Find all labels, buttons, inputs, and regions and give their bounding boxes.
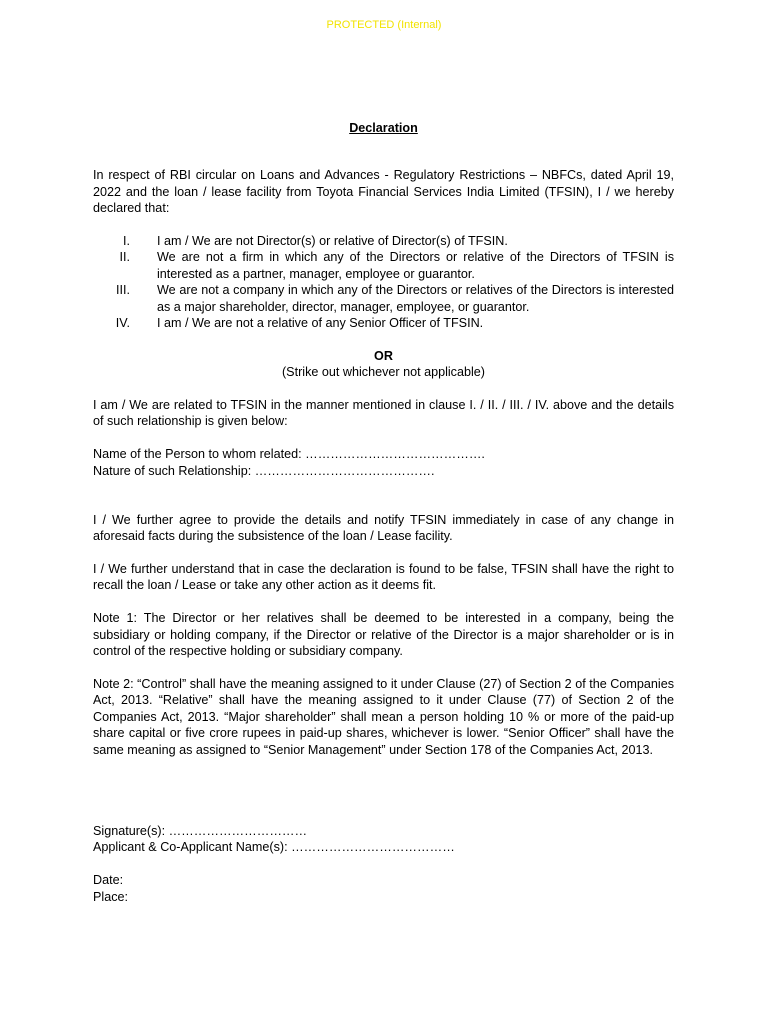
clause-text: We are not a company in which any of the Directors or relatives of the Directors is interested as a major shareholder, director, manager, employee, or guarantor. [157, 283, 674, 314]
clause-item [93, 315, 674, 331]
note-1: Note 1: The Director or her relatives shall be deemed to be interested in a company, being the subsidiary or holding company, if the Director or relative of the Director is a major shareholder or is in control of the respective holding or subsidiary company. [93, 611, 674, 659]
clause-item [93, 282, 674, 315]
document-title: Declaration [349, 121, 418, 135]
clause-text: I am / We are not a relative of any Senior Officer of TFSIN. [157, 316, 484, 331]
applicant-name-field: Applicant & Co-Applicant Name(s): ………………………………… [93, 840, 455, 855]
clause-item [93, 249, 674, 282]
related-paragraph: I am / We are related to TFSIN in the manner mentioned in clause I. / II. / III. / IV. above and the details of such relationship is given below: [93, 398, 674, 429]
place-field: Place: [93, 889, 129, 904]
clause-text: I am / We are not Director(s) or relative of Director(s) of TFSIN. [157, 234, 508, 249]
or-separator: OR [374, 348, 393, 363]
clause-number: II. [119, 250, 130, 265]
related-person-field: Name of the Person to whom related: ……………………………………. [93, 447, 485, 462]
clause-number: III. [116, 283, 130, 298]
signature-field: Signature(s): …………………………… [93, 823, 308, 838]
clause-number: IV. [115, 316, 130, 331]
intro-paragraph: In respect of RBI circular on Loans and Advances - Regulatory Restrictions – NBFCs, dated April 19, 2022 and the loan / lease facility from Toyota Financial Services India Limited (TFSIN), I / we hereby declared that: [93, 168, 674, 216]
date-field: Date: [93, 873, 124, 888]
clause-text: We are not a firm in which any of the Directors or relative of the Directors of TFSIN is interested as a partner, manager, employee or guarantor. [157, 250, 674, 281]
clause-list [93, 233, 674, 331]
agree-paragraph: I / We further agree to provide the details and notify TFSIN immediately in case of any change in aforesaid facts during the subsistence of the loan / Lease facility. [93, 512, 674, 544]
classification-label: PROTECTED (Internal) [326, 19, 442, 31]
declaration-document [93, 120, 674, 905]
strike-out-note: (Strike out whichever not applicable) [281, 365, 485, 380]
understand-paragraph: I / We further understand that in case the declaration is found to be false, TFSIN shall have the right to recall the loan / Lease or take any other action as it deems fit. [93, 562, 674, 593]
clause-item [93, 233, 674, 249]
note-2: Note 2: “Control” shall have the meaning assigned to it under Clause (27) of Section 2 of the Companies Act, 2013. “Relative” shall have the meaning assigned to it under Clause (77) of Section 2 of the Companies Act, 2013. “Major shareholder” shall mean a person holding 10 % or more of the paid-up share capital or five crore rupees in paid-up shares, whichever is lower. “Senior Officer” shall have the same meaning as assigned to “Senior Management” under Section 178 of the Companies Act, 2013. [93, 676, 674, 757]
relationship-nature-field: Nature of such Relationship: ……………………………………. [93, 463, 435, 478]
clause-number: I. [123, 234, 130, 249]
